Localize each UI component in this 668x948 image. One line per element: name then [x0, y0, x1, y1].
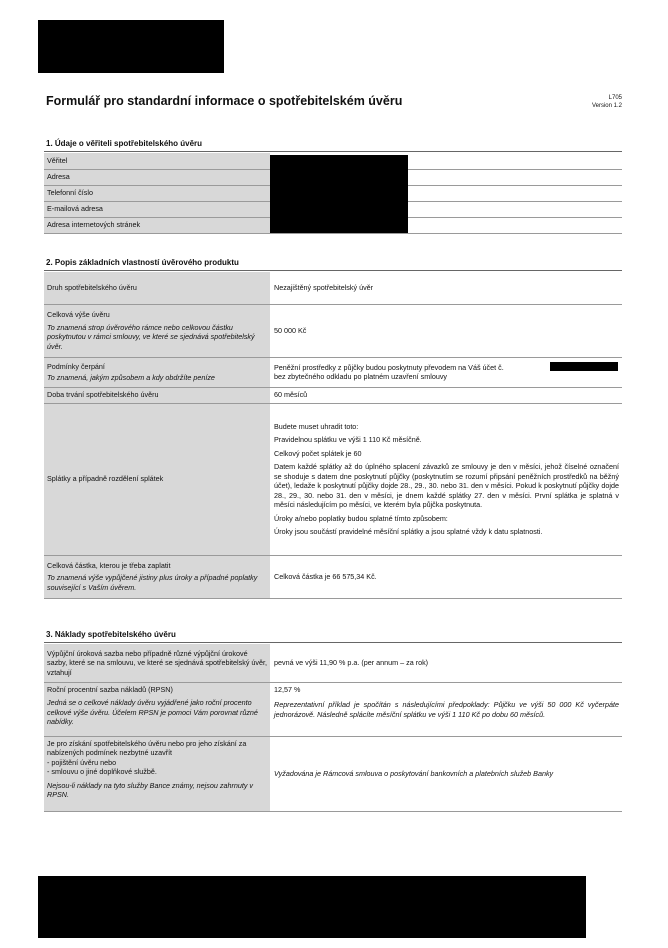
required-services-item-other: - smlouvu o jiné doplňkové službě.	[47, 767, 157, 776]
form-code	[592, 94, 622, 110]
website-label: Adresa internetových stránek	[44, 217, 271, 233]
form-code-number: L705	[608, 95, 622, 101]
repayments-count: Celkový počet splátek je 60	[274, 448, 362, 458]
apr-example: Reprezentativní příklad je spočítán s následujícími předpoklady: Půjčku ve výši 50 000 Kč vyčerpáte jednorázově. Následně splácíte měsíční splátku ve výši 1 110 Kč po dobu 60 měsíců.	[274, 700, 619, 719]
repayments-interest-text: Úroky jsou součástí pravidelné měsíční splátky a jsou splatné vždy k datu splatnosti.	[274, 527, 543, 536]
total-credit-value: 50 000 Kč	[271, 304, 623, 357]
phone-label: Telefonní číslo	[44, 185, 271, 201]
repayments-interest-heading: Úroky a/nebo poplatky budou splatné tímto způsobem:	[274, 513, 448, 523]
total-credit-label: Celková výše úvěru	[47, 310, 110, 319]
repayments-intro: Budete muset uhradit toto:	[274, 421, 359, 431]
total-payable-value: Celková částka je 66 575,34 Kč.	[271, 555, 623, 598]
product-type-label: Druh spotřebitelského úvěru	[44, 272, 271, 304]
apr-label: Roční procentní sazba nákladů (RPSN)	[47, 684, 173, 694]
apr-row	[44, 682, 622, 736]
section-divider	[44, 151, 622, 152]
total-credit-note: To znamená strop úvěrového rámce nebo celkovou částku poskytnutou v rámci smlouvy, ve které se sjednává spotřebitelský úvěr.	[47, 322, 255, 351]
total-payable-row	[44, 555, 622, 598]
duration-value: 60 měsíců	[271, 387, 623, 403]
redacted-footer-block	[38, 876, 586, 938]
product-type-value: Nezajištěný spotřebitelský úvěr	[271, 272, 623, 304]
duration-label: Doba trvání spotřebitelského úvěru	[44, 387, 271, 403]
repayments-monthly: Pravidelnou splátku ve výši 1 110 Kč měsíčně.	[274, 435, 422, 444]
drawdown-note: To znamená, jakým způsobem a kdy obdržíte peníze	[47, 373, 215, 382]
interest-rate-value: pevná ve výši 11,90 % p.a. (per annum – za rok)	[271, 644, 623, 682]
redacted-creditor-details	[270, 155, 408, 233]
drawdown-value-line1: Peněžní prostředky z půjčky budou poskytnuty převodem na Váš účet č.	[274, 362, 504, 372]
drawdown-row	[44, 357, 622, 387]
required-services-label: Je pro získání spotřebitelského úvěru nebo pro jeho získání za nabízených podmínek nezbytné uzavřít	[47, 738, 247, 757]
apr-value: 12,57 %	[274, 684, 301, 694]
section-divider	[44, 642, 622, 643]
required-services-row	[44, 736, 622, 811]
apr-note: Jedná se o celkové náklady úvěru vyjádřené jako roční procento celkové výše úvěru. Účelem RPSN je pomoci Vám porovnat různé nabídky.	[47, 698, 258, 726]
product-table	[44, 272, 622, 599]
form-title: Formulář pro standardní informace o spotřebitelském úvěru	[46, 94, 403, 108]
address-label: Adresa	[44, 169, 271, 185]
interest-rate-label: Výpůjční úroková sazba nebo případně různé výpůjční úrokové sazby, které se na smlouvu, ve které se sjednává spotřebitelský úvěr, vztahují	[44, 644, 271, 682]
repayments-schedule: Datem každé splátky až do úplného splacení závazků ze smlouvy je den v měsíci, jehož číselné označení se shoduje s datem dne poskytnutí půjčky (poskytnutím se rozumí připsání peněžních prostředků na běžný účet), ledaže k poskytnutí půjčky dojde 28., 29., 30. nebo 31. den v měsíci. Pokud k poskytnutí půjčky dojde 28., 29., 30. nebo 31. den v měsíci, je dnem každé splátky 27. den v měsíci. První splátka je splatná v měsíci následujícím po měsíci, ve kterém byla půjčka poskytnuta.	[274, 462, 619, 509]
creditor-label: Věřitel	[44, 153, 271, 169]
costs-table	[44, 644, 622, 812]
required-services-item-insurance: - pojištění úvěru nebo	[47, 757, 117, 767]
redacted-logo-block	[38, 20, 224, 73]
total-payable-label: Celková částka, kterou je třeba zaplatit	[47, 560, 171, 570]
section-3-heading: 3. Náklady spotřebitelského úvěru	[46, 630, 176, 639]
repayments-row	[44, 403, 622, 555]
drawdown-value-line2: bez zbytečného odkladu po platném uzavření smlouvy	[274, 372, 448, 381]
duration-row	[44, 387, 622, 403]
required-services-value: Vyžadována je Rámcová smlouva o poskytování bankovních a platebních služeb Banky	[271, 736, 623, 811]
interest-rate-row	[44, 644, 622, 682]
redacted-account-number	[550, 362, 618, 371]
section-divider	[44, 270, 622, 271]
total-payable-note: To znamená výše vypůjčené jistiny plus úroky a případné poplatky související s Vaším úvěrem.	[47, 573, 258, 592]
product-type-row	[44, 272, 622, 304]
section-2-heading: 2. Popis základních vlastností úvěrového produktu	[46, 258, 239, 267]
drawdown-label: Podmínky čerpání	[47, 361, 105, 371]
section-1-heading: 1. Údaje o věřiteli spotřebitelského úvěru	[46, 139, 203, 148]
required-services-note: Nejsou-li náklady na tyto služby Bance známy, nejsou zahrnuty v RPSN.	[47, 780, 254, 799]
repayments-label: Splátky a případně rozdělení splátek	[44, 403, 271, 555]
form-version: Version 1.2	[591, 103, 622, 109]
email-label: E-mailová adresa	[44, 201, 271, 217]
total-credit-row	[44, 304, 622, 357]
